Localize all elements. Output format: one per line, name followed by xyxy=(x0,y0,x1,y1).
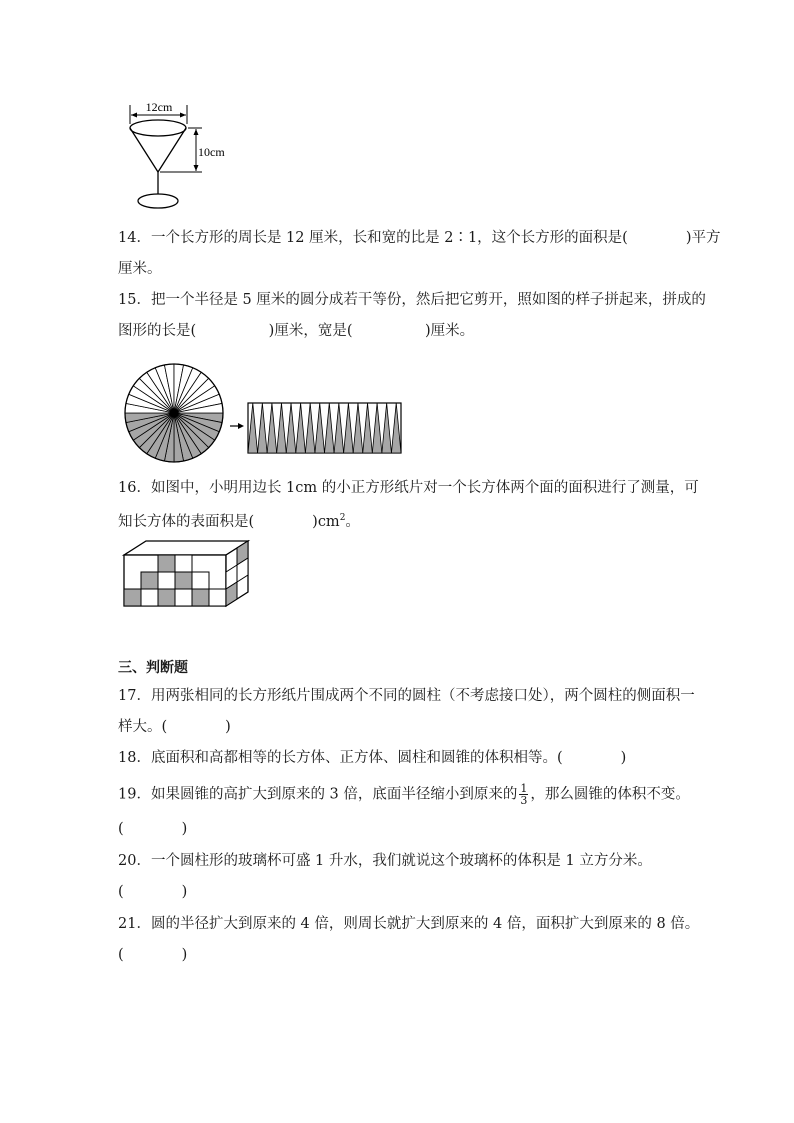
q16-line2-suffix: 。 xyxy=(345,513,360,530)
grid-square xyxy=(141,589,158,606)
grid-square xyxy=(124,589,141,606)
q21-line2: ( ) xyxy=(118,947,188,963)
grid-square xyxy=(158,589,175,606)
grid-square xyxy=(175,589,192,606)
rearranged-strip xyxy=(248,403,401,453)
goblet-figure xyxy=(118,98,248,213)
cuboid-figure xyxy=(118,535,258,615)
q17-line1: 17．用两张相同的长方形纸片围成两个不同的圆柱（不考虑接口处），两个圆柱的侧面积一 xyxy=(118,688,695,704)
q21-line1: 21．圆的半径扩大到原来的 4 倍，则周长就扩大到原来的 4 倍，面积扩大到原来的 8 倍。 xyxy=(118,916,700,932)
q19-line2: ( ) xyxy=(118,821,188,837)
grid-square xyxy=(192,572,209,589)
q20-line1: 20．一个圆柱形的玻璃杯可盛 1 升水，我们就说这个玻璃杯的体积是 1 立方分米。 xyxy=(118,853,652,869)
q16-line2-text: 知长方体的表面积是( )cm xyxy=(118,513,340,530)
q14-line1: 14．一个长方形的周长是 12 厘米，长和宽的比是 2∶1，这个长方形的面积是( )平方 xyxy=(118,230,721,246)
q15-line2: 图形的长是( )厘米，宽是( )厘米。 xyxy=(118,323,475,339)
q20-line2: ( ) xyxy=(118,884,188,900)
circle-rearrange-figure xyxy=(118,358,408,468)
q17-line2: 样大。( ) xyxy=(118,719,231,735)
q14-line2: 厘米。 xyxy=(118,261,162,277)
q18-line1: 18．底面积和高都相等的长方体、正方体、圆柱和圆锥的体积相等。( ) xyxy=(118,750,627,766)
grid-square xyxy=(141,572,158,589)
q19-text-prefix: 19．如果圆锥的高扩大到原来的 3 倍，底面半径缩小到原来的 xyxy=(118,786,518,803)
grid-square xyxy=(192,589,209,606)
q16-line1: 16．如图中，小明用边长 1cm 的小正方形纸片对一个长方体两个面的面积进行了测量，可 xyxy=(118,480,699,496)
q15-line1: 15．把一个半径是 5 厘米的圆分成若干等份，然后把它剪开，照如图的样子拼起来，拼成的 xyxy=(118,292,706,308)
grid-square xyxy=(158,572,175,589)
grid-square xyxy=(209,589,226,606)
grid-square xyxy=(158,555,175,572)
glass-width-label: 12cm xyxy=(145,100,173,114)
q19-text-suffix: ，那么圆锥的体积不变。 xyxy=(530,786,690,803)
divided-circle xyxy=(125,364,223,462)
section-title: 三、判断题 xyxy=(118,660,188,676)
glass-height-label: 10cm xyxy=(198,145,225,159)
grid-square xyxy=(175,555,192,572)
q16-unit-sup: 2 xyxy=(339,513,346,523)
one-third-fraction: $\frac{1}{3}$ xyxy=(520,782,528,807)
grid-square xyxy=(175,572,192,589)
q19-line1 xyxy=(118,783,690,806)
q16-line2 xyxy=(118,508,360,532)
